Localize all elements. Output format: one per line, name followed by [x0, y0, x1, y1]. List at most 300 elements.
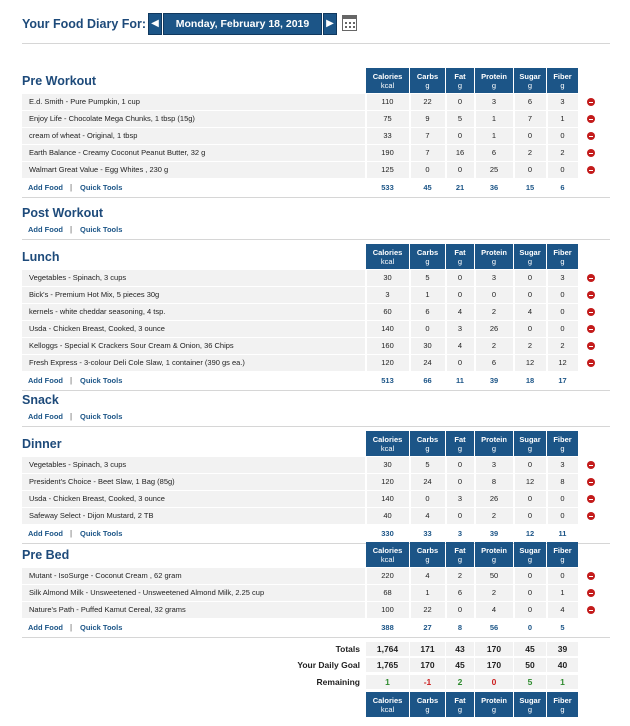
- food-item-link[interactable]: President's Choice - Beet Slaw, 1 Bag (85g): [29, 477, 175, 486]
- meal-total: 66: [423, 376, 432, 385]
- column-unit: g: [560, 81, 565, 90]
- column-unit: g: [527, 257, 533, 266]
- column-header: [366, 244, 409, 269]
- nutrient-value: 120: [381, 358, 394, 367]
- meal-total: 21: [455, 183, 465, 192]
- column-unit: g: [491, 81, 497, 90]
- nutrient-value: 2: [491, 588, 497, 597]
- food-item-link[interactable]: Walmart Great Value - Egg Whites , 230 g: [29, 165, 169, 174]
- meal-total: 39: [489, 529, 499, 538]
- nutrient-value: 0: [527, 290, 533, 299]
- nutrient-value: 4: [491, 605, 497, 614]
- nutrient-value: 0: [457, 290, 463, 299]
- column-unit: g: [491, 555, 497, 564]
- nutrient-value: 22: [423, 97, 432, 106]
- nutrient-value: 100: [381, 605, 394, 614]
- meal-total: 11: [456, 376, 464, 385]
- nutrient-value: 3: [560, 273, 565, 282]
- nutrient-value: 0: [560, 165, 565, 174]
- add-food-link[interactable]: Add Food: [28, 225, 63, 234]
- column-name: Fiber: [553, 435, 572, 444]
- footer-column-header: [366, 692, 409, 717]
- footer-column-header: [547, 692, 578, 717]
- column-name: Fat: [454, 696, 466, 705]
- delete-icon[interactable]: [587, 589, 595, 597]
- summary-remaining-value: 0: [491, 677, 497, 687]
- nutrient-value: 12: [525, 477, 535, 486]
- delete-icon[interactable]: [587, 512, 595, 520]
- nutrient-value: 140: [381, 494, 394, 503]
- add-food-link[interactable]: Add Food: [28, 623, 63, 632]
- summary-remaining-value: 1: [385, 677, 390, 687]
- nutrient-value: 2: [491, 307, 497, 316]
- column-unit: g: [560, 555, 565, 564]
- column-unit: kcal: [380, 444, 395, 453]
- footer-column-header: [475, 692, 513, 717]
- column-header: [410, 68, 445, 93]
- meal-total: 17: [558, 376, 567, 385]
- nutrient-value: 4: [527, 307, 533, 316]
- column-unit: kcal: [380, 81, 395, 90]
- column-header: [446, 244, 474, 269]
- meal-total: 3: [457, 529, 463, 538]
- nutrient-value: 68: [383, 588, 392, 597]
- nutrient-value: 1: [425, 588, 430, 597]
- meal-divider: [22, 390, 610, 391]
- link-separator: |: [70, 376, 73, 385]
- meal-total: 36: [489, 183, 499, 192]
- column-unit: g: [491, 444, 497, 453]
- meal-title: Dinner: [22, 437, 62, 451]
- meal-total: 5: [560, 623, 565, 632]
- meal-total: 39: [489, 376, 499, 385]
- column-name: Sugar: [519, 72, 541, 81]
- column-header: [446, 431, 474, 456]
- column-header: [475, 431, 513, 456]
- column-name: Sugar: [519, 248, 541, 257]
- previous-day-button[interactable]: ◀: [148, 13, 162, 35]
- delete-icon[interactable]: [587, 274, 595, 282]
- column-header: [410, 244, 445, 269]
- delete-icon[interactable]: [587, 478, 595, 486]
- food-item-link[interactable]: Vegetables - Spinach, 3 cups: [29, 273, 127, 282]
- food-item-link[interactable]: E.d. Smith - Pure Pumpkin, 1 cup: [29, 97, 140, 106]
- nutrient-value: 8: [560, 477, 565, 486]
- column-name: Fat: [454, 435, 466, 444]
- meal-total: 12: [525, 529, 535, 538]
- column-name: Calories: [372, 546, 403, 555]
- column-name: Protein: [481, 546, 507, 555]
- nutrient-value: 0: [527, 273, 533, 282]
- nutrient-value: 2: [491, 511, 497, 520]
- column-unit: g: [425, 257, 430, 266]
- delete-icon[interactable]: [587, 291, 595, 299]
- delete-icon[interactable]: [587, 149, 595, 157]
- food-item-link[interactable]: Safeway Select - Dijon Mustard, 2 TB: [29, 511, 154, 520]
- meal-total: 0: [527, 623, 533, 632]
- column-header: [366, 68, 409, 93]
- summary-goal-value: 170: [420, 660, 435, 670]
- meal-title: Lunch: [22, 250, 60, 264]
- nutrient-value: 5: [425, 460, 430, 469]
- nutrient-value: 25: [489, 165, 499, 174]
- nutrient-value: 5: [425, 273, 430, 282]
- meal-title: Snack: [22, 393, 59, 407]
- footer-column-header: [514, 692, 546, 717]
- summary-totals-value: 43: [455, 644, 465, 654]
- meal-title: Pre Bed: [22, 548, 70, 562]
- nutrient-value: 120: [381, 477, 394, 486]
- column-unit: g: [560, 257, 565, 266]
- column-header: [475, 542, 513, 567]
- nutrient-value: 4: [425, 571, 430, 580]
- food-item-link[interactable]: cream of wheat - Original, 1 tbsp: [29, 131, 138, 140]
- nutrient-value: 22: [423, 605, 432, 614]
- delete-icon[interactable]: [587, 359, 595, 367]
- delete-icon[interactable]: [587, 132, 595, 140]
- column-name: Protein: [481, 696, 507, 705]
- nutrient-value: 24: [423, 358, 432, 367]
- column-name: Calories: [372, 248, 403, 257]
- nutrient-value: 0: [560, 131, 565, 140]
- summary-goal-value: 170: [486, 660, 502, 670]
- column-name: Sugar: [519, 696, 541, 705]
- meal-total: 11: [558, 529, 567, 538]
- nutrient-value: 0: [560, 494, 565, 503]
- column-name: Calories: [372, 435, 403, 444]
- nutrient-value: 8: [491, 477, 497, 486]
- nutrient-value: 75: [383, 114, 392, 123]
- nutrient-value: 30: [383, 460, 392, 469]
- summary-goal-label: Your Daily Goal: [297, 660, 360, 670]
- food-item-link[interactable]: Earth Balance - Creamy Coconut Peanut Butter, 32 g: [29, 148, 206, 157]
- nutrient-value: 5: [457, 114, 463, 123]
- column-name: Carbs: [416, 435, 439, 444]
- summary-totals-label: Totals: [335, 644, 360, 654]
- column-header: [410, 542, 445, 567]
- food-item-link[interactable]: Usda - Chicken Breast, Cooked, 3 ounce: [29, 324, 165, 333]
- nutrient-value: 4: [457, 307, 463, 316]
- nutrient-value: 3: [560, 97, 565, 106]
- nutrient-value: 1: [491, 114, 497, 123]
- add-food-link[interactable]: Add Food: [28, 412, 63, 421]
- add-food-link[interactable]: Add Food: [28, 376, 63, 385]
- summary-totals-value: 39: [557, 644, 568, 654]
- link-separator: |: [70, 225, 73, 234]
- meal-total: 33: [423, 529, 432, 538]
- nutrient-value: 60: [383, 307, 392, 316]
- nutrient-value: 0: [425, 165, 430, 174]
- nutrient-value: 0: [527, 460, 533, 469]
- summary-totals-value: 1,764: [376, 644, 399, 654]
- nutrient-value: 160: [381, 341, 394, 350]
- meal-total: 56: [489, 623, 499, 632]
- column-unit: kcal: [380, 257, 395, 266]
- nutrient-value: 0: [491, 290, 497, 299]
- quick-tools-link[interactable]: Quick Tools: [80, 183, 123, 192]
- column-name: Fat: [454, 546, 466, 555]
- column-header: [446, 542, 474, 567]
- meal-total: 8: [457, 623, 463, 632]
- column-name: Carbs: [416, 72, 439, 81]
- nutrient-value: 2: [560, 148, 565, 157]
- meal-total: 330: [381, 529, 394, 538]
- summary-remaining-label: Remaining: [316, 677, 360, 687]
- meal-total: 18: [525, 376, 535, 385]
- column-unit: g: [527, 555, 533, 564]
- column-unit: g: [560, 705, 565, 714]
- footer-column-header: [446, 692, 474, 717]
- column-header: [547, 542, 578, 567]
- meal-total: 388: [381, 623, 394, 632]
- nutrient-value: 0: [457, 358, 463, 367]
- nutrient-value: 0: [527, 324, 533, 333]
- nutrient-value: 1: [560, 588, 565, 597]
- nutrient-value: 2: [457, 571, 463, 580]
- column-unit: g: [457, 81, 463, 90]
- nutrient-value: 4: [457, 341, 463, 350]
- summary-totals-value: 171: [420, 644, 435, 654]
- column-name: Fiber: [553, 72, 572, 81]
- column-unit: kcal: [380, 555, 395, 564]
- nutrient-value: 30: [423, 341, 432, 350]
- column-unit: g: [527, 444, 533, 453]
- column-name: Protein: [481, 248, 507, 257]
- column-header: [514, 244, 546, 269]
- nutrient-value: 0: [425, 324, 430, 333]
- link-separator: |: [70, 529, 73, 538]
- header-divider: [22, 43, 610, 44]
- nutrient-value: 110: [381, 97, 394, 106]
- nutrient-value: 9: [425, 114, 430, 123]
- nutrient-value: 4: [425, 511, 430, 520]
- nutrient-value: 4: [560, 605, 565, 614]
- column-unit: g: [457, 705, 463, 714]
- delete-icon[interactable]: [587, 115, 595, 123]
- nutrient-value: 6: [425, 307, 430, 316]
- quick-tools-link[interactable]: Quick Tools: [80, 529, 123, 538]
- nutrient-value: 0: [457, 460, 463, 469]
- column-name: Fiber: [553, 696, 572, 705]
- nutrient-value: 3: [457, 494, 463, 503]
- summary-remaining-value: 5: [527, 677, 533, 687]
- nutrient-value: 0: [560, 324, 565, 333]
- nutrient-value: 0: [527, 571, 533, 580]
- food-item-link[interactable]: Usda - Chicken Breast, Cooked, 3 ounce: [29, 494, 165, 503]
- column-unit: g: [457, 555, 463, 564]
- meal-total: 45: [423, 183, 432, 192]
- column-unit: g: [457, 257, 463, 266]
- meal-divider: [22, 637, 610, 638]
- food-item-link[interactable]: Nature's Path - Puffed Kamut Cereal, 32 grams: [29, 605, 186, 614]
- column-unit: g: [491, 705, 497, 714]
- quick-tools-link[interactable]: Quick Tools: [80, 412, 123, 421]
- link-separator: |: [70, 412, 73, 421]
- summary-goal-value: 45: [455, 660, 465, 670]
- add-food-link[interactable]: Add Food: [28, 183, 63, 192]
- column-header: [547, 244, 578, 269]
- column-name: Sugar: [519, 546, 541, 555]
- nutrient-value: 6: [491, 358, 497, 367]
- nutrient-value: 0: [457, 273, 463, 282]
- delete-icon[interactable]: [587, 325, 595, 333]
- meal-total: 15: [525, 183, 535, 192]
- food-item-link[interactable]: Vegetables - Spinach, 3 cups: [29, 460, 127, 469]
- column-header: [547, 68, 578, 93]
- nutrient-value: 0: [527, 494, 533, 503]
- meal-total: 27: [423, 623, 432, 632]
- meal-divider: [22, 239, 610, 240]
- column-unit: g: [425, 555, 430, 564]
- date-display[interactable]: Monday, February 18, 2019: [163, 13, 322, 35]
- column-unit: g: [527, 81, 533, 90]
- column-name: Protein: [481, 72, 507, 81]
- quick-tools-link[interactable]: Quick Tools: [80, 376, 123, 385]
- nutrient-value: 40: [383, 511, 392, 520]
- column-name: Fat: [454, 72, 466, 81]
- nutrient-value: 0: [560, 307, 565, 316]
- nutrient-value: 190: [381, 148, 394, 157]
- nutrient-value: 0: [560, 290, 565, 299]
- column-header: [514, 431, 546, 456]
- column-header: [475, 68, 513, 93]
- column-header: [366, 542, 409, 567]
- meal-total: 533: [381, 183, 394, 192]
- nutrient-value: 3: [491, 460, 497, 469]
- column-unit: g: [425, 81, 430, 90]
- nutrient-value: 3: [457, 324, 463, 333]
- column-header: [514, 68, 546, 93]
- nutrient-value: 140: [381, 324, 394, 333]
- nutrient-value: 3: [560, 460, 565, 469]
- food-item-link[interactable]: Enjoy Life - Chocolate Mega Chunks, 1 tbsp (15g): [29, 114, 195, 123]
- delete-icon[interactable]: [587, 495, 595, 503]
- summary-remaining-value: 1: [560, 677, 565, 687]
- nutrient-value: 0: [527, 588, 533, 597]
- column-name: Sugar: [519, 435, 541, 444]
- delete-icon[interactable]: [587, 98, 595, 106]
- nutrient-value: 3: [491, 97, 497, 106]
- summary-remaining-value: 2: [457, 677, 463, 687]
- nutrient-value: 26: [489, 494, 499, 503]
- column-unit: g: [527, 705, 533, 714]
- diary-label: Your Food Diary For:: [22, 17, 147, 31]
- calendar-icon[interactable]: [342, 15, 357, 31]
- nutrient-value: 125: [381, 165, 394, 174]
- nutrient-value: 24: [423, 477, 432, 486]
- nutrient-value: 0: [527, 165, 533, 174]
- meal-divider: [22, 197, 610, 198]
- column-name: Carbs: [416, 696, 439, 705]
- meal-total: 513: [381, 376, 394, 385]
- delete-icon[interactable]: [587, 342, 595, 350]
- column-name: Calories: [372, 696, 403, 705]
- delete-icon[interactable]: [587, 166, 595, 174]
- nutrient-value: 7: [425, 131, 430, 140]
- column-name: Carbs: [416, 248, 439, 257]
- column-header: [366, 431, 409, 456]
- nutrient-value: 0: [457, 97, 463, 106]
- nutrient-value: 0: [457, 165, 463, 174]
- quick-tools-link[interactable]: Quick Tools: [80, 225, 123, 234]
- nutrient-value: 1: [491, 131, 497, 140]
- column-header: [514, 542, 546, 567]
- summary-goal-value: 40: [557, 660, 568, 670]
- nutrient-value: 0: [457, 605, 463, 614]
- column-unit: g: [425, 705, 430, 714]
- add-food-link[interactable]: Add Food: [28, 529, 63, 538]
- nutrient-value: 30: [383, 273, 392, 282]
- food-item-link[interactable]: Fresh Express - 3-colour Deli Cole Slaw, 1 container (390 gs ea.): [29, 358, 245, 367]
- nutrient-value: 0: [457, 477, 463, 486]
- nutrient-value: 2: [527, 341, 533, 350]
- delete-icon[interactable]: [587, 572, 595, 580]
- nutrient-value: 3: [491, 273, 497, 282]
- delete-icon[interactable]: [587, 308, 595, 316]
- nutrient-value: 6: [491, 148, 497, 157]
- column-name: Fat: [454, 248, 466, 257]
- nutrient-value: 0: [527, 605, 533, 614]
- food-item-link[interactable]: Kelloggs - Special K Crackers Sour Cream & Onion, 36 Chips: [29, 341, 234, 350]
- meal-divider: [22, 426, 610, 427]
- column-header: [446, 68, 474, 93]
- column-header: [410, 431, 445, 456]
- nutrient-value: 2: [527, 148, 533, 157]
- column-unit: kcal: [380, 705, 395, 714]
- meal-title: Post Workout: [22, 206, 104, 220]
- nutrient-value: 6: [457, 588, 463, 597]
- nutrient-value: 7: [527, 114, 533, 123]
- nutrient-value: 0: [457, 511, 463, 520]
- food-item-link[interactable]: Silk Almond Milk - Unsweetened - Unsweetened Almond Milk, 2.25 cup: [29, 588, 265, 597]
- column-name: Fiber: [553, 546, 572, 555]
- nutrient-value: 12: [525, 358, 535, 367]
- summary-goal-value: 1,765: [376, 660, 399, 670]
- column-header: [547, 431, 578, 456]
- footer-column-header: [410, 692, 445, 717]
- summary-totals-value: 170: [486, 644, 502, 654]
- meal-title: Pre Workout: [22, 74, 97, 88]
- nutrient-value: 6: [527, 97, 533, 106]
- nutrient-value: 16: [455, 148, 465, 157]
- column-header: [475, 244, 513, 269]
- column-unit: g: [457, 444, 463, 453]
- delete-icon[interactable]: [587, 461, 595, 469]
- nutrient-value: 7: [425, 148, 430, 157]
- column-unit: g: [560, 444, 565, 453]
- summary-goal-value: 50: [525, 660, 535, 670]
- nutrient-value: 50: [489, 571, 499, 580]
- nutrient-value: 3: [385, 290, 390, 299]
- column-unit: g: [491, 257, 497, 266]
- next-day-button[interactable]: ▶: [323, 13, 337, 35]
- nutrient-value: 12: [558, 358, 567, 367]
- nutrient-value: 2: [491, 341, 497, 350]
- quick-tools-link[interactable]: Quick Tools: [80, 623, 123, 632]
- nutrient-value: 0: [527, 131, 533, 140]
- food-item-link[interactable]: Mutant - IsoSurge - Coconut Cream , 62 gram: [29, 571, 182, 580]
- column-name: Protein: [481, 435, 507, 444]
- food-item-link[interactable]: kernels - white cheddar seasoning, 4 tsp.: [29, 307, 166, 316]
- delete-icon[interactable]: [587, 606, 595, 614]
- nutrient-value: 0: [560, 511, 565, 520]
- link-separator: |: [70, 623, 73, 632]
- nutrient-value: 0: [560, 571, 565, 580]
- summary-totals-value: 45: [525, 644, 535, 654]
- food-item-link[interactable]: Bick's - Premium Hot Mix, 5 pieces 30g: [29, 290, 160, 299]
- nutrient-value: 220: [381, 571, 394, 580]
- nutrient-value: 0: [425, 494, 430, 503]
